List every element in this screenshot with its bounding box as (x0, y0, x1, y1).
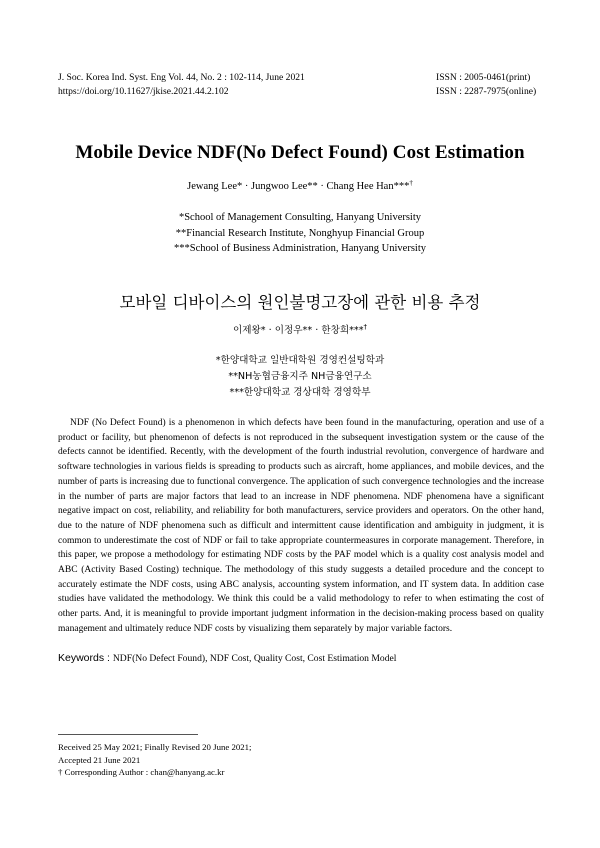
author-jewang-lee: Jewang Lee* (187, 181, 243, 192)
affiliations-korean (0, 353, 600, 401)
issn-block (436, 71, 536, 99)
doi-link[interactable]: https://doi.org/10.11627/jkise.2021.44.2.102 (58, 86, 229, 97)
footnotes (58, 741, 252, 779)
affiliation-line: **NH농협금융지주 NH금융연구소 (228, 371, 372, 382)
author-han-changhee-ko: 한창희*** (321, 325, 364, 336)
author-separator: · (265, 325, 275, 336)
keywords-colon: : (104, 652, 113, 664)
affiliation-line: *한양대학교 일반대학원 경영컨설팅학과 (215, 355, 385, 366)
author-separator: · (242, 181, 251, 192)
author-separator: · (312, 325, 322, 336)
corresponding-dagger-mark: † (363, 323, 368, 331)
corresponding-dagger-mark: † (409, 179, 413, 187)
footnote-divider (58, 734, 198, 735)
issn-print: ISSN : 2005-0461(print) (436, 72, 531, 83)
corresponding-author-text: Corresponding Author : chan@hanyang.ac.kr (62, 767, 225, 777)
issn-online: ISSN : 2287-7975(online) (436, 86, 537, 97)
author-lee-jungwoo-ko: 이정우** (274, 325, 313, 336)
affiliation-line: ***한양대학교 경상대학 경영학부 (229, 387, 371, 398)
dagger-mark: † (58, 767, 63, 777)
author-separator: · (317, 181, 327, 192)
journal-citation: J. Soc. Korea Ind. Syst. Eng Vol. 44, No. 2 : 102-114, June 2021 (58, 72, 305, 83)
affiliation-line: ***School of Business Administration, Hanyang University (174, 243, 426, 254)
author-list-korean (0, 322, 600, 336)
corresponding-author-note (58, 766, 252, 779)
affiliations-english (0, 210, 600, 257)
received-date: Received 25 May 2021; Finally Revised 20 June 2021; (58, 742, 252, 752)
paper-title-english: Mobile Device NDF(No Defect Found) Cost Estimation (75, 142, 525, 163)
paper-title-korean: 모바일 디바이스의 원인불명고장에 관한 비용 추정 (119, 293, 481, 312)
author-chang-hee-han: Chang Hee Han*** (326, 181, 410, 192)
affiliation-line: **Financial Research Institute, Nonghyup Financial Group (175, 227, 425, 239)
author-list-english (0, 179, 600, 192)
keywords-text: NDF(No Defect Found), NDF Cost, Quality Cost, Cost Estimation Model (112, 653, 397, 664)
affiliation-line: *School of Management Consulting, Hanyang University (178, 212, 422, 223)
author-jungwoo-lee: Jungwoo Lee** (251, 181, 318, 192)
keywords-label: Keywords (58, 652, 105, 664)
accepted-date: Accepted 21 June 2021 (58, 754, 141, 765)
abstract-text: NDF (No Defect Found) is a phenomenon in which defects have been found in the manufacturing, operation and use of a product or facility, but phenomenon of defects is not reproduced in the subsequent investigation system or the cause of the defects cannot be identified. Recently, with the development of the fourth industrial revolution, convergence of hardware and software technologies in various fields is spreading to products such as aircraft, home appliances, and mobile devices, and the number of parts is increasing due to functional convergence. The application of such convergence technologies and the increase in the number of parts are major factors that lead to an increase in NDF phenomena. NDF phenomena have a significant negative impact on cost, reliability, and reliability for both manufacturers, service providers and operators. On the other hand, due to the nature of NDF phenomena such as difficult and intermittent cause identification and ambiguity in judgment, it is common to underestimate the cost of NDF or fail to take appropriate countermeasures in corporate management. Therefore, in this paper, we propose a methodology for estimating NDF costs by the PAF model which is a quality cost analysis model and ABC (Activity Based Costing) technique. The methodology of this study suggests a detailed procedure and the concept to accurately estimate the NDF costs, using ABC analysis, accounting system information, and IT system data. In addition case studies have validated the methodology. We think this could be a valid methodology to refer to when estimating the cost of other parts. And, it is meaningful to provide important judgment information in the decision-making process based on quality management and ultimately reduce NDF costs by visualizing them separately by major variable factors. (58, 418, 544, 634)
journal-header (58, 71, 305, 99)
author-lee-jewang-ko: 이제왕* (232, 325, 266, 336)
keywords-line (58, 652, 548, 664)
